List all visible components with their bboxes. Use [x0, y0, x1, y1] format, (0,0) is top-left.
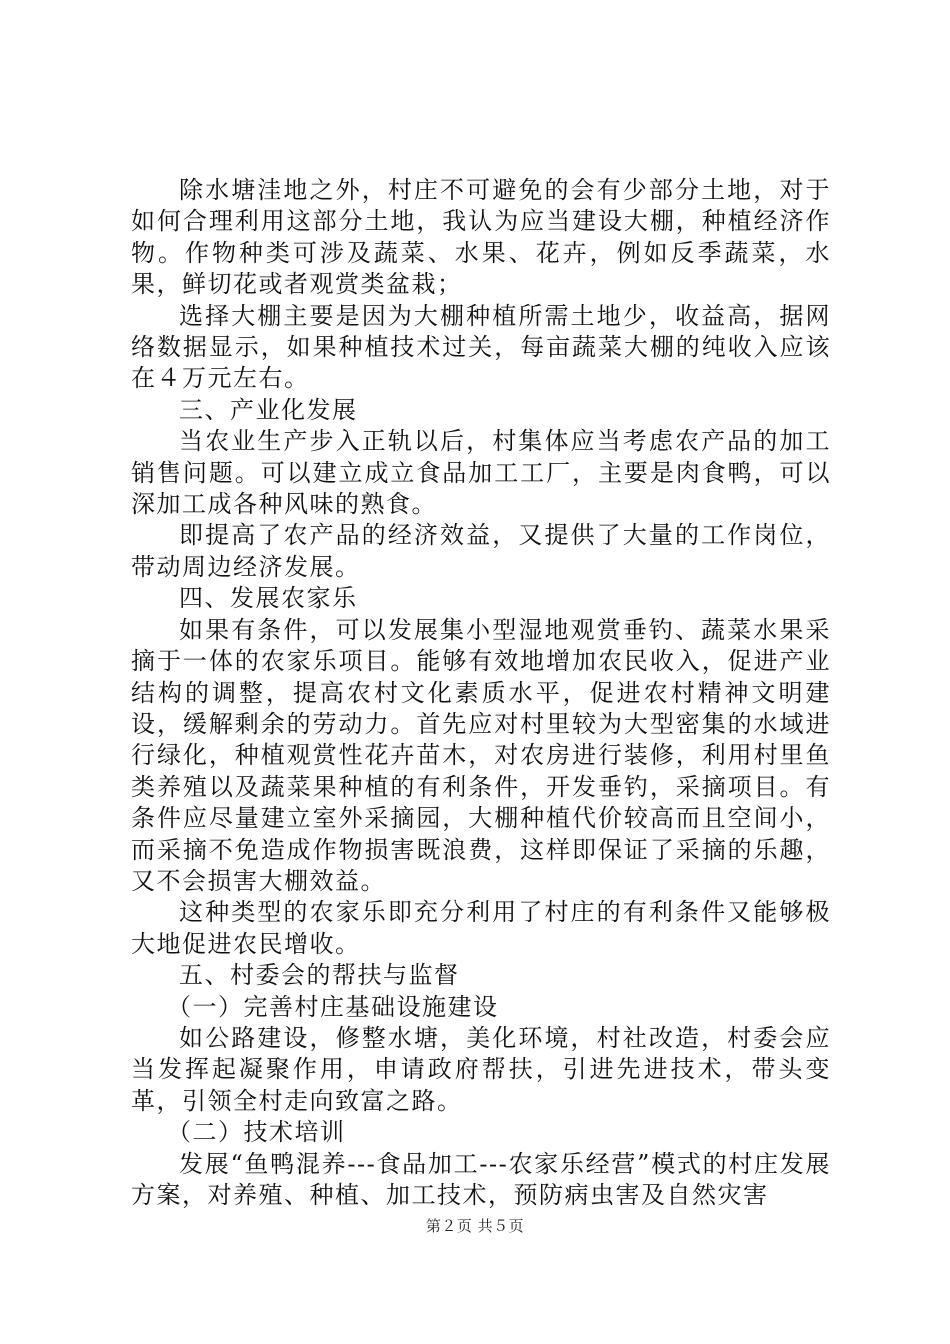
subsection-heading-training: （二）技术培训: [167, 1118, 346, 1147]
paragraph-training: 发展“鱼鸭混养---食品加工---农家乐经营”模式的村庄发展方案，对养殖、种植、加工技术，预防病虫害及自然灾害: [131, 1149, 831, 1209]
paragraph-greenhouse-intro: 除水塘洼地之外，村庄不可避免的会有少部分土地，对于如何合理利用这部分土地，我认为应当建设大棚，种植经济作物。作物种类可涉及蔬菜、水果、花卉，例如反季蔬菜，水果，鲜切花或者观赏类盆栽；: [131, 176, 831, 299]
paragraph-food-processing: 当农业生产步入正轨以后，村集体应当考虑农产品的加工销售问题。可以建立成立食品加工工厂，主要是肉食鸭，可以深加工成各种风味的熟食。: [131, 427, 831, 519]
subsection-heading-infrastructure: （一）完善村庄基础设施建设: [167, 992, 499, 1021]
paragraph-agritourism-plan: 如果有条件，可以发展集小型湿地观赏垂钓、蔬菜水果采摘于一体的农家乐项目。能够有效地增加农民收入，促进产业结构的调整，提高农村文化素质水平，促进农村精神文明建设，缓解剩余的劳动力。首先应对村里较为大型密集的水域进行绿化，种植观赏性花卉苗木，对农房进行装修，利用村里鱼类养殖以及蔬菜果种植的有利条件，开发垂钓，采摘项目。有条件应尽量建立室外采摘园，大棚种植代价较高而且空间小，而采摘不免造成作物损害既浪费，这样即保证了采摘的乐趣，又不会损害大棚效益。: [131, 615, 831, 895]
paragraph-economic-benefit: 即提高了农产品的经济效益，又提供了大量的工作岗位，带动周边经济发展。: [131, 521, 831, 581]
section-heading-agritourism: 四、发展农家乐: [179, 584, 358, 613]
paragraph-infrastructure: 如公路建设，修整水塘，美化环境，村社改造，村委会应当发挥起凝聚作用，申请政府帮扶，引进先进技术，带头变革，引领全村走向致富之路。: [131, 1023, 831, 1115]
section-heading-industrialization: 三、产业化发展: [179, 395, 358, 424]
paragraph-agritourism-summary: 这种类型的农家乐即充分利用了村庄的有利条件又能够极大地促进农民增收。: [131, 898, 831, 958]
page-footer: 第２页 共５页: [425, 1217, 525, 1235]
section-heading-village-committee: 五、村委会的帮扶与监督: [179, 961, 460, 990]
paragraph-greenhouse-reason: 选择大棚主要是因为大棚种植所需土地少，收益高，据网络数据显示，如果种植技术过关，每亩蔬菜大棚的纯收入应该在４万元左右。: [131, 301, 831, 393]
document-body: [131, 175, 831, 1211]
